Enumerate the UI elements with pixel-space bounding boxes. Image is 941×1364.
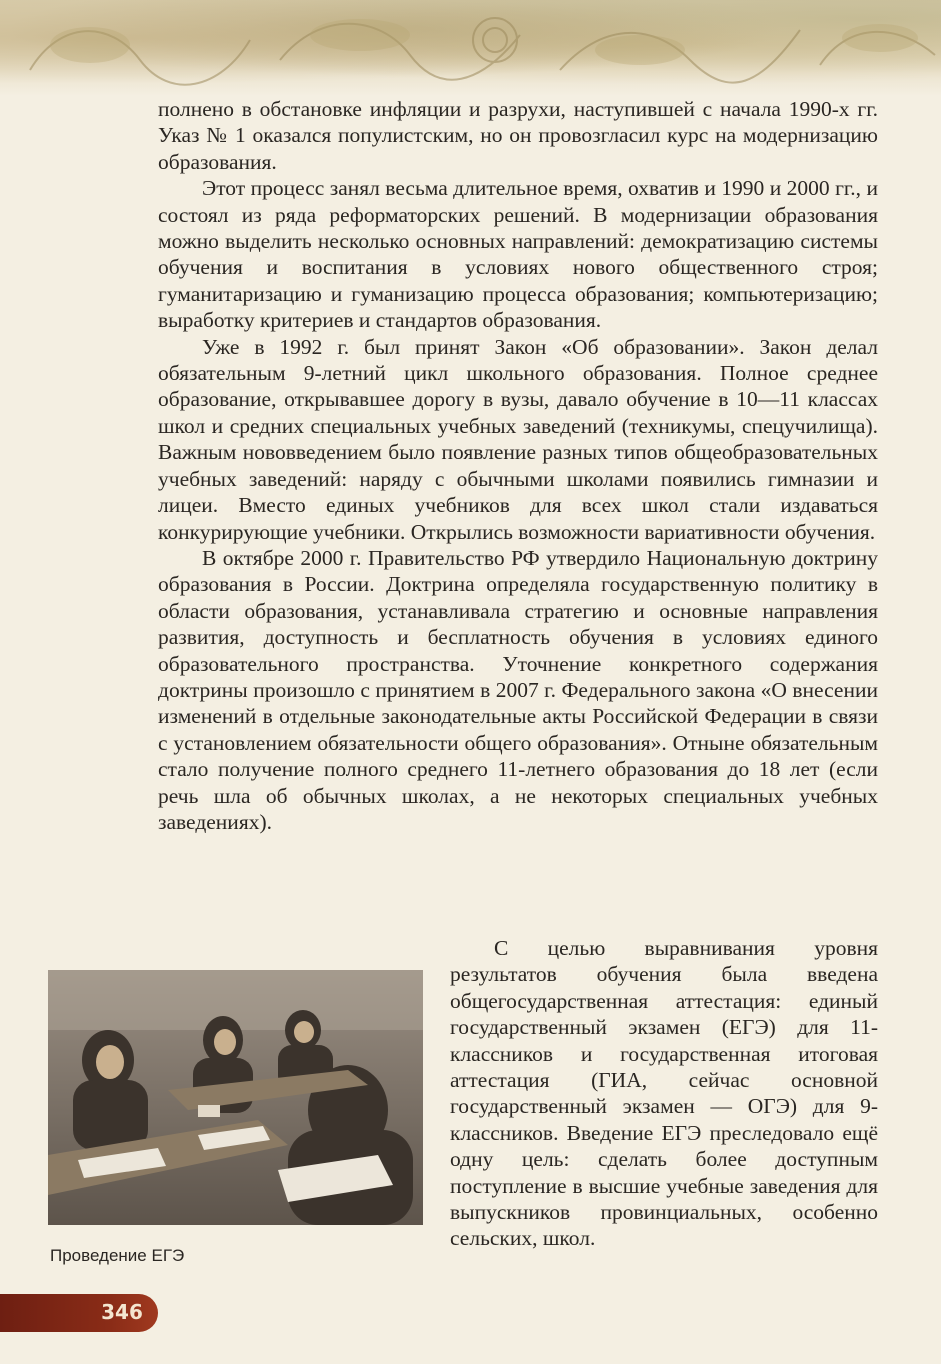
paragraph-national-doctrine: В октябре 2000 г. Правительство РФ утвердило Национальную доктрину образования в России. Доктрина определяла государственную политику в области образования, устанавливала стратегию и основные направления развития, доступность и бесплатность обучения в условиях единого образовательного пространства. Уточнение конкретного содержания доктрины произошло с принятием в 2007 г. Федерального закона «О внесении изменений в отдельные законодательные акты Российской Федерации в связи с установлением обязательности общего образования». Отныне обязательным стало получение полного среднего 11-летнего образования до 18 лет (если речь шла об обычных школах, а не некоторых специальных учебных заведениях). <box>158 545 878 834</box>
ornament-pattern <box>0 0 941 96</box>
main-body-text <box>158 96 878 835</box>
paragraph-continued: полнено в обстановке инфляции и разрухи, наступившей с начала 1990-х гг. Указ № 1 оказался популистским, но он провозгласил курс на модернизацию образования. <box>158 97 878 174</box>
paragraph-modernization: Этот процесс занял весьма длительное время, охватив и 1990 и 2000 гг., и состоял из ряда реформаторских решений. В модернизации образования можно выделить несколько основных направлений: демократизацию системы обучения и воспитания в условиях нового общественного строя; гуманитаризацию и гуманизацию процесса образования; компьютеризацию; выработку критериев и стандартов образования. <box>158 176 878 333</box>
side-column-text <box>450 935 878 1252</box>
photo-caption: Проведение ЕГЭ <box>50 1246 185 1265</box>
exam-photo <box>48 970 423 1225</box>
page-number: 346 <box>101 1300 143 1324</box>
paragraph-ege: С целью выравнивания уровня результатов обучения была введена общегосударственная аттестация: единый государственный экзамен (ЕГЭ) для 11-классников и государственная итоговая аттестация (ГИА, сейчас основной государственный экзамен — ОГЭ) для 9-классников. Введение ЕГЭ преследовало ещё одну цель: сделать более доступным поступление в высшие учебные заведения для выпускников провинциальных, особенно сельских, школ. <box>450 936 878 1251</box>
paragraph-education-law: Уже в 1992 г. был принят Закон «Об образовании». Закон делал обязательным 9-летний цикл школьного образования. Полное среднее образование, открывавшее дорогу в вузы, давало обучение в 10—11 классах школ и средних специальных учебных заведений (техникумы, спецучилища). Важным нововведением было появление разных типов общеобразовательных учебных заведений: наряду с обычными школами появились гимназии и лицеи. Вместо единых учебников для всех школ стали издаваться конкурирующие учебники. Открылись возможности вариативности обучения. <box>158 334 878 544</box>
exam-photo-illustration <box>48 970 423 1225</box>
decorative-header-band <box>0 0 941 96</box>
